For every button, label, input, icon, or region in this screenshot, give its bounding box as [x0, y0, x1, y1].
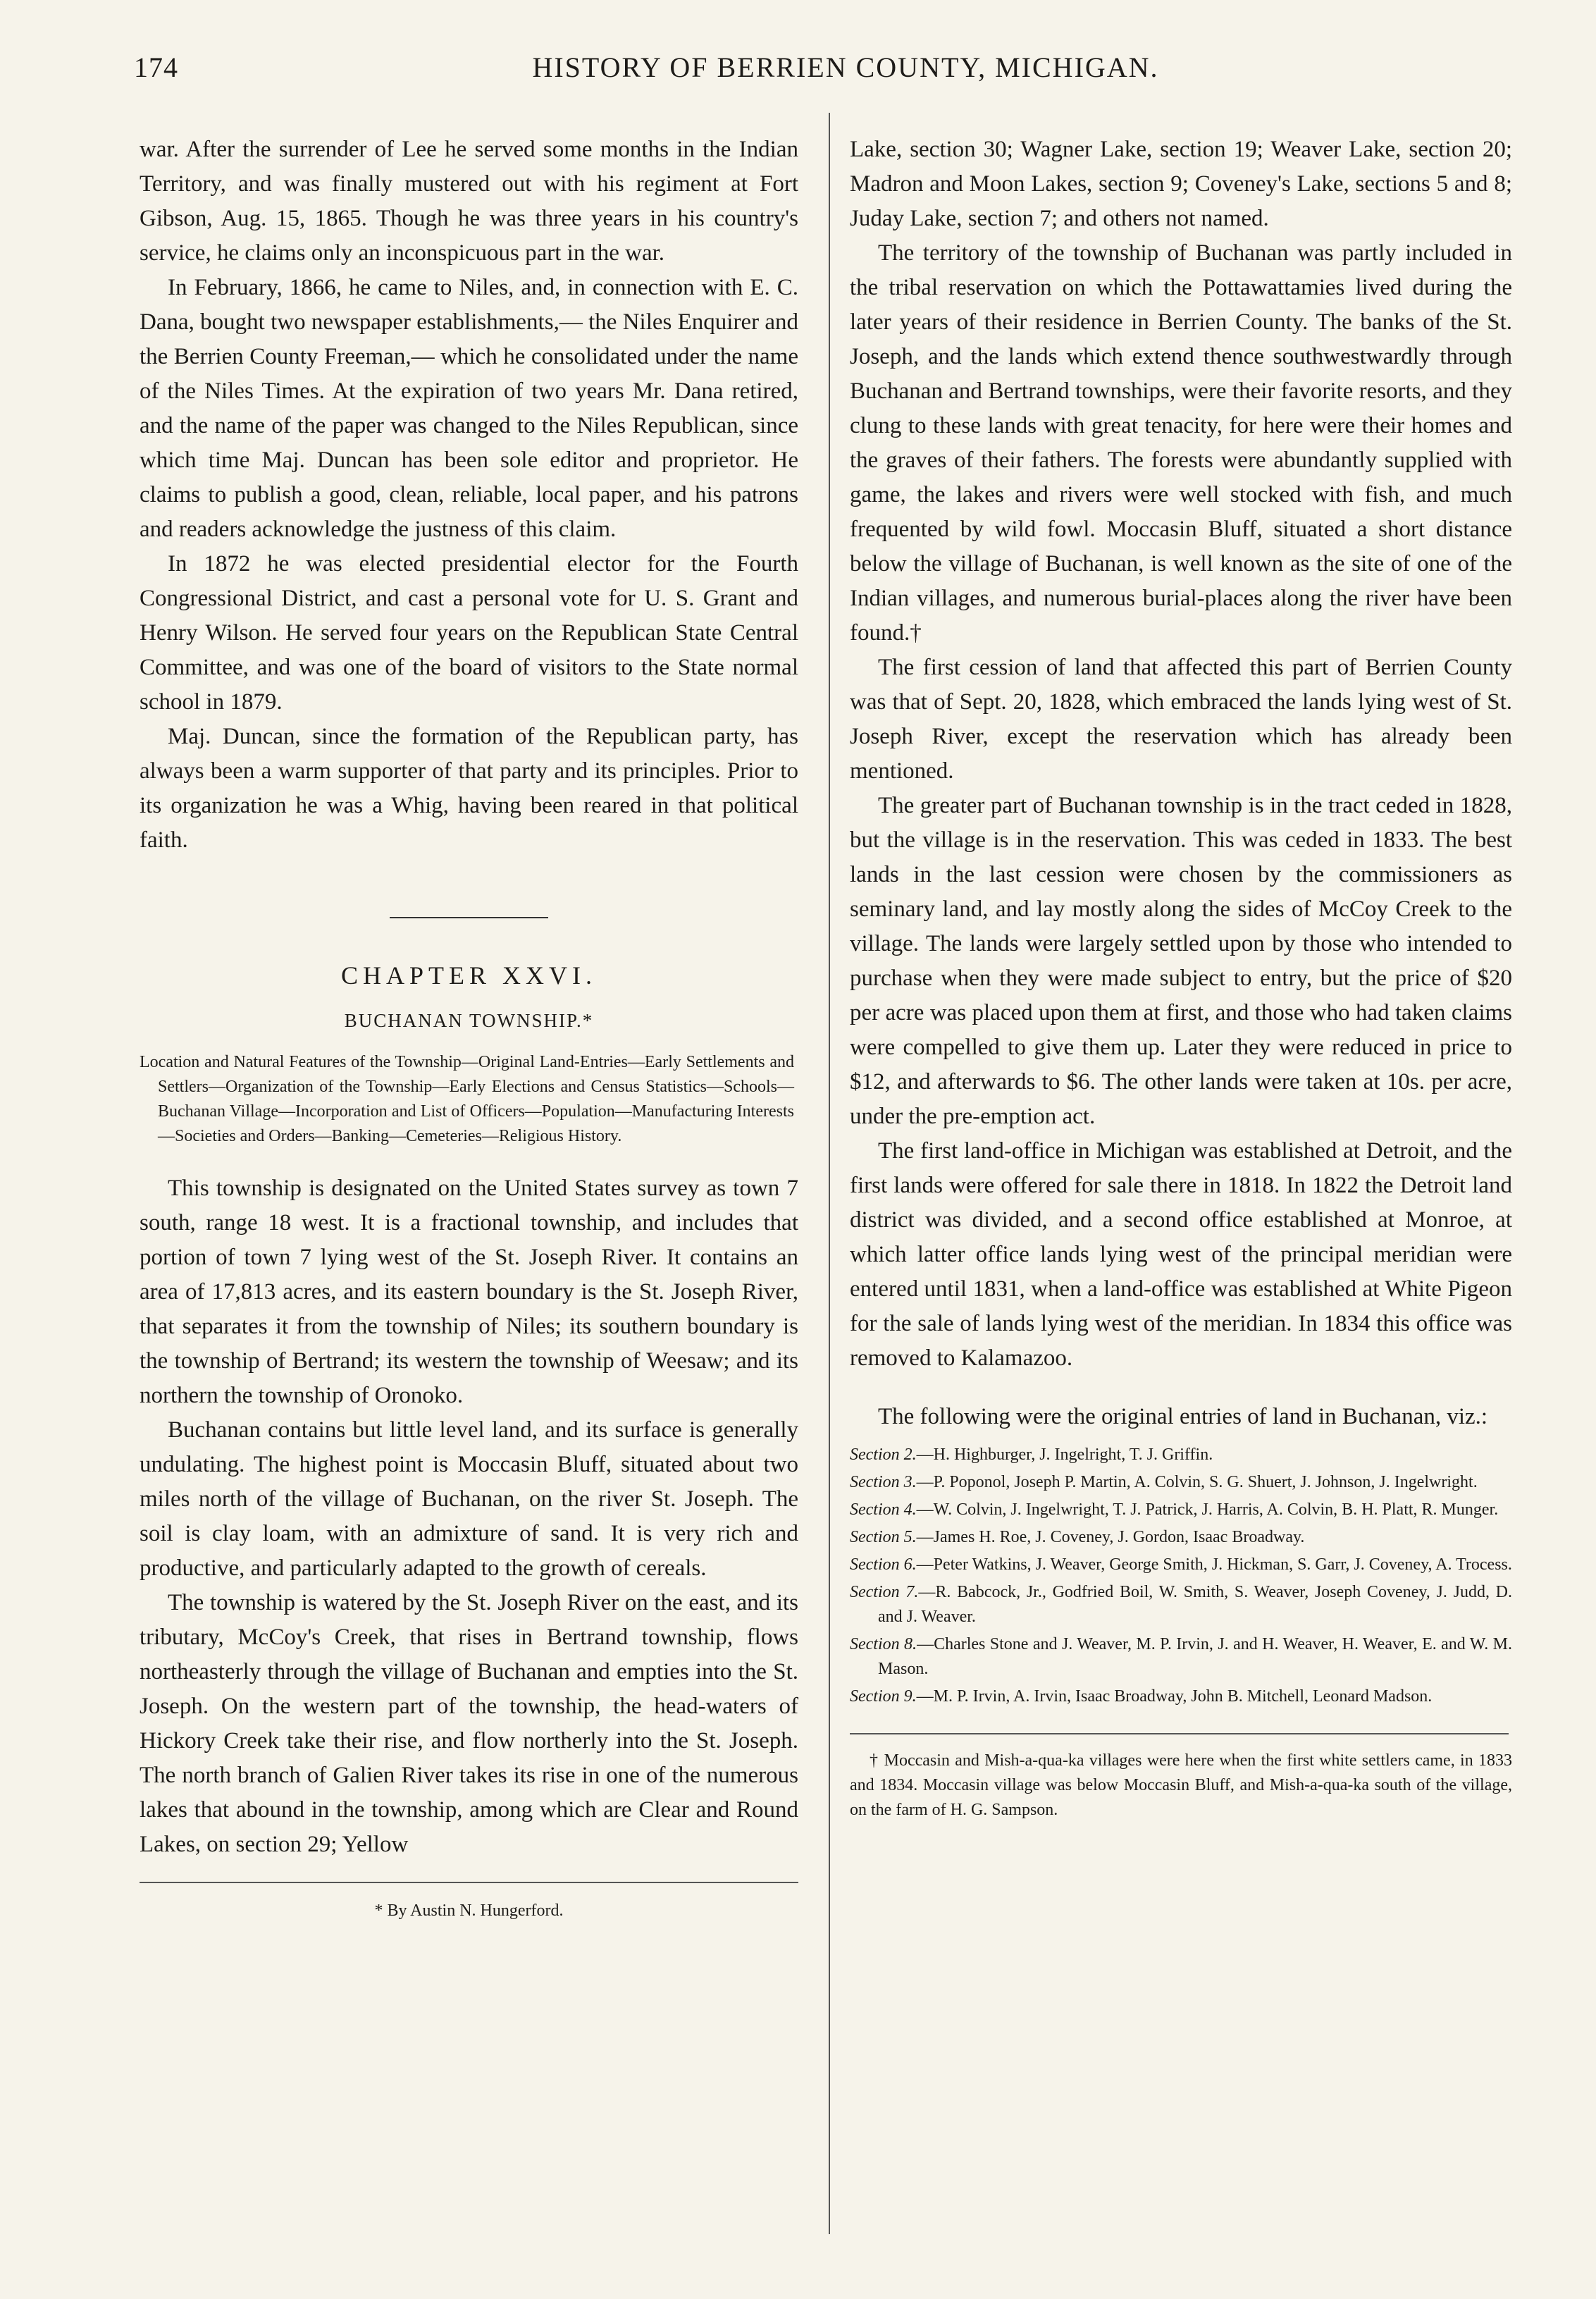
land-entries-list — [850, 1443, 1512, 1709]
land-entry — [850, 1580, 1512, 1629]
land-entry — [850, 1632, 1512, 1682]
entry-section: Section 2. — [850, 1446, 917, 1464]
entry-section: Section 6. — [850, 1555, 917, 1574]
entry-names: —R. Babcock, Jr., Godfried Boil, W. Smith, S. Weaver, Joseph Coveney, J. Judd, D. and J. Weaver. — [878, 1583, 1513, 1626]
paragraph: war. After the surrender of Lee he served some months in the Indian Territory, and was finally mustered out with his regiment at Fort Gibson, Aug. 15, 1865. Though he was three years in his country's service, he claims only an inconspicuous part in the war. — [140, 137, 798, 266]
entry-names: —Peter Watkins, J. Weaver, George Smith, J. Hickman, S. Garr, J. Coveney, A. Trocess. — [916, 1555, 1512, 1574]
entry-names: —Charles Stone and J. Weaver, M. P. Irvin, J. and H. Weaver, H. Weaver, E. and W. M. Mason. — [878, 1635, 1512, 1678]
spacer — [850, 1376, 1512, 1400]
entry-section: Section 5. — [850, 1528, 917, 1546]
entry-names: —P. Poponol, Joseph P. Martin, A. Colvin, S. G. Shuert, J. Johnson, J. Ingelwright. — [916, 1473, 1478, 1491]
paragraph: This township is designated on the United States survey as town 7 south, range 18 west. It is a fractional township, and includes that portion of town 7 lying west of the St. Joseph River. It contains an area of 17,813 acres, and its eastern boundary is the St. Joseph River, that separates it from the township of Niles; its southern boundary is the township of Bertrand; its western the township of Weesaw; and its northern the township of Oronoko. — [140, 1176, 798, 1408]
entry-section: Section 7. — [850, 1583, 919, 1601]
entry-names: —W. Colvin, J. Ingelwright, T. J. Patrick, J. Harris, A. Colvin, B. H. Platt, R. Munger. — [916, 1500, 1499, 1519]
chapter-title: CHAPTER XXVI. — [340, 961, 597, 990]
paragraph: The following were the original entries of land in Buchanan, viz.: — [878, 1404, 1488, 1429]
paragraph: Lake, section 30; Wagner Lake, section 19; Weaver Lake, section 20; Madron and Moon Lakes, section 9; Coveney's Lake, sections 5 and 8; Juday Lake, section 7; and others not named. — [850, 137, 1512, 231]
entry-names: —M. P. Irvin, A. Irvin, Isaac Broadway, John B. Mitchell, Leonard Madson. — [916, 1687, 1433, 1706]
footnote: * By Austin N. Hungerford. — [374, 1902, 564, 1920]
running-title: HISTORY OF BERRIEN COUNTY, MICHIGAN. — [532, 51, 1159, 83]
paragraph: In February, 1866, he came to Niles, and, in connection with E. C. Dana, bought two newspaper establishments,— the Niles Enquirer and the Berrien County Freeman,— which he consolidated under the name of the Niles Times. At the expiration of two years Mr. Dana retired, and the name of the paper was changed to the Niles Republican, since which time Maj. Duncan has been sole editor and proprietor. He claims to publish a good, clean, reliable, local paper, and his patrons and readers acknowledge the justness of this claim. — [140, 275, 798, 542]
paragraph: The first cession of land that affected this part of Berrien County was that of Sept. 20, 1828, which embraced the lands lying west of St. Joseph River, except the reservation which has already been mentioned. — [850, 655, 1512, 784]
chapter-subtitle: BUCHANAN TOWNSHIP.* — [344, 1010, 594, 1031]
paragraph: Buchanan contains but little level land, and its surface is generally undulating. The highest point is Moccasin Bluff, situated about two miles north of the village of Buchanan, on the river St. Joseph. The soil is clay loam, with an admixture of sand. It is very rich and productive, and particularly adapted to the growth of cereals. — [140, 1417, 798, 1581]
column-divider — [829, 113, 830, 2234]
paragraph: Maj. Duncan, since the formation of the Republican party, has always been a warm supporter of that party and its principles. Prior to its organization he was a Whig, having been reared in that political faith. — [140, 724, 798, 853]
paragraph: In 1872 he was elected presidential elector for the Fourth Congressional District, and cast a personal vote for U. S. Grant and Henry Wilson. He served four years on the Republican State Central Committee, and was one of the board of visitors to the State normal school in 1879. — [140, 551, 798, 715]
entry-section: Section 4. — [850, 1500, 917, 1519]
land-entry — [850, 1553, 1512, 1577]
page-number: 174 — [134, 51, 178, 83]
footnote-rule — [850, 1733, 1509, 1734]
left-column — [140, 132, 798, 1923]
entry-names: —H. Highburger, J. Ingelright, T. J. Griffin. — [916, 1446, 1213, 1464]
paragraph: The first land-office in Michigan was established at Detroit, and the first lands were offered for sale there in 1818. In 1822 the Detroit land district was divided, and a second office established at Monroe, at which latter office lands lying west of the principal meridian were entered until 1831, when a land-office was established at White Pigeon for the sale of lands lying west of the meridian. In 1834 this office was removed to Kalamazoo. — [850, 1138, 1512, 1371]
entry-names: —James H. Roe, J. Coveney, J. Gordon, Isaac Broadway. — [916, 1528, 1305, 1546]
paragraph: The greater part of Buchanan township is in the tract ceded in 1828, but the village is in the reservation. This was ceded in 1833. The best lands in the last cession were chosen by the commissioners as seminary land, and lay mostly along the sides of McCoy Creek to the village. The lands were largely settled upon by those who intended to purchase when they were made subject to entry, but the price of $20 per acre was placed upon them at first, and those who had taken claims were compelled to give them up. Later they were reduced in price to $12, and afterwards to $6. The other lands were taken at 10s. per acre, under the pre-emption act. — [850, 793, 1512, 1129]
land-entry — [850, 1443, 1512, 1467]
section-separator — [390, 917, 548, 918]
page-header — [134, 51, 1494, 93]
entry-section: Section 9. — [850, 1687, 917, 1706]
land-entry — [850, 1470, 1512, 1495]
land-entry — [850, 1498, 1512, 1522]
paragraph: The territory of the township of Buchanan was partly included in the tribal reservation on which the Pottawattamies lived during the later years of their residence in Berrien County. The banks of the St. Joseph, and the lands which extend thence southwestwardly through Buchanan and Bertrand townships, were their favorite resorts, and they clung to these lands with great tenacity, for here were their homes and the graves of their fathers. The forests were abundantly supplied with game, the lakes and rivers were well stocked with fish, and much frequented by wild fowl. Moccasin Bluff, situated a short distance below the village of Buchanan, is well known as the site of one of the Indian villages, and numerous burial-places along the river have been found.† — [850, 240, 1512, 646]
land-entry — [850, 1684, 1512, 1709]
chapter-synopsis: Location and Natural Features of the Township—Original Land-Entries—Early Settlements and Settlers—Organization of the Township—Early Elections and Census Statistics—Schools—Buchanan Village—Incorporation and List of Officers—Population—Manufacturing Interests—Societies and Orders—Banking—Cemeteries—Religious History. — [140, 1053, 794, 1145]
entry-section: Section 8. — [850, 1635, 917, 1653]
land-entry — [850, 1525, 1512, 1550]
footnote: † Moccasin and Mish-a-qua-ka villages were here when the first white settlers came, in 1833 and 1834. Moccasin village was below Moccasin Bluff, and Mish-a-qua-ka south of the village, on the farm of H. G. Sampson. — [850, 1751, 1512, 1819]
right-column — [850, 132, 1512, 1823]
footnote-rule — [140, 1882, 798, 1883]
paragraph: The township is watered by the St. Joseph River on the east, and its tributary, McCoy's Creek, that rises in Bertrand township, flows northeasterly through the village of Buchanan and empties into the St. Joseph. On the western part of the township, the head-waters of Hickory Creek take their rise, and flow northerly into the St. Joseph. The north branch of Galien River takes its rise in one of the numerous lakes that abound in the township, among which are Clear and Round Lakes, on section 29; Yellow — [140, 1590, 798, 1857]
entry-section: Section 3. — [850, 1473, 917, 1491]
